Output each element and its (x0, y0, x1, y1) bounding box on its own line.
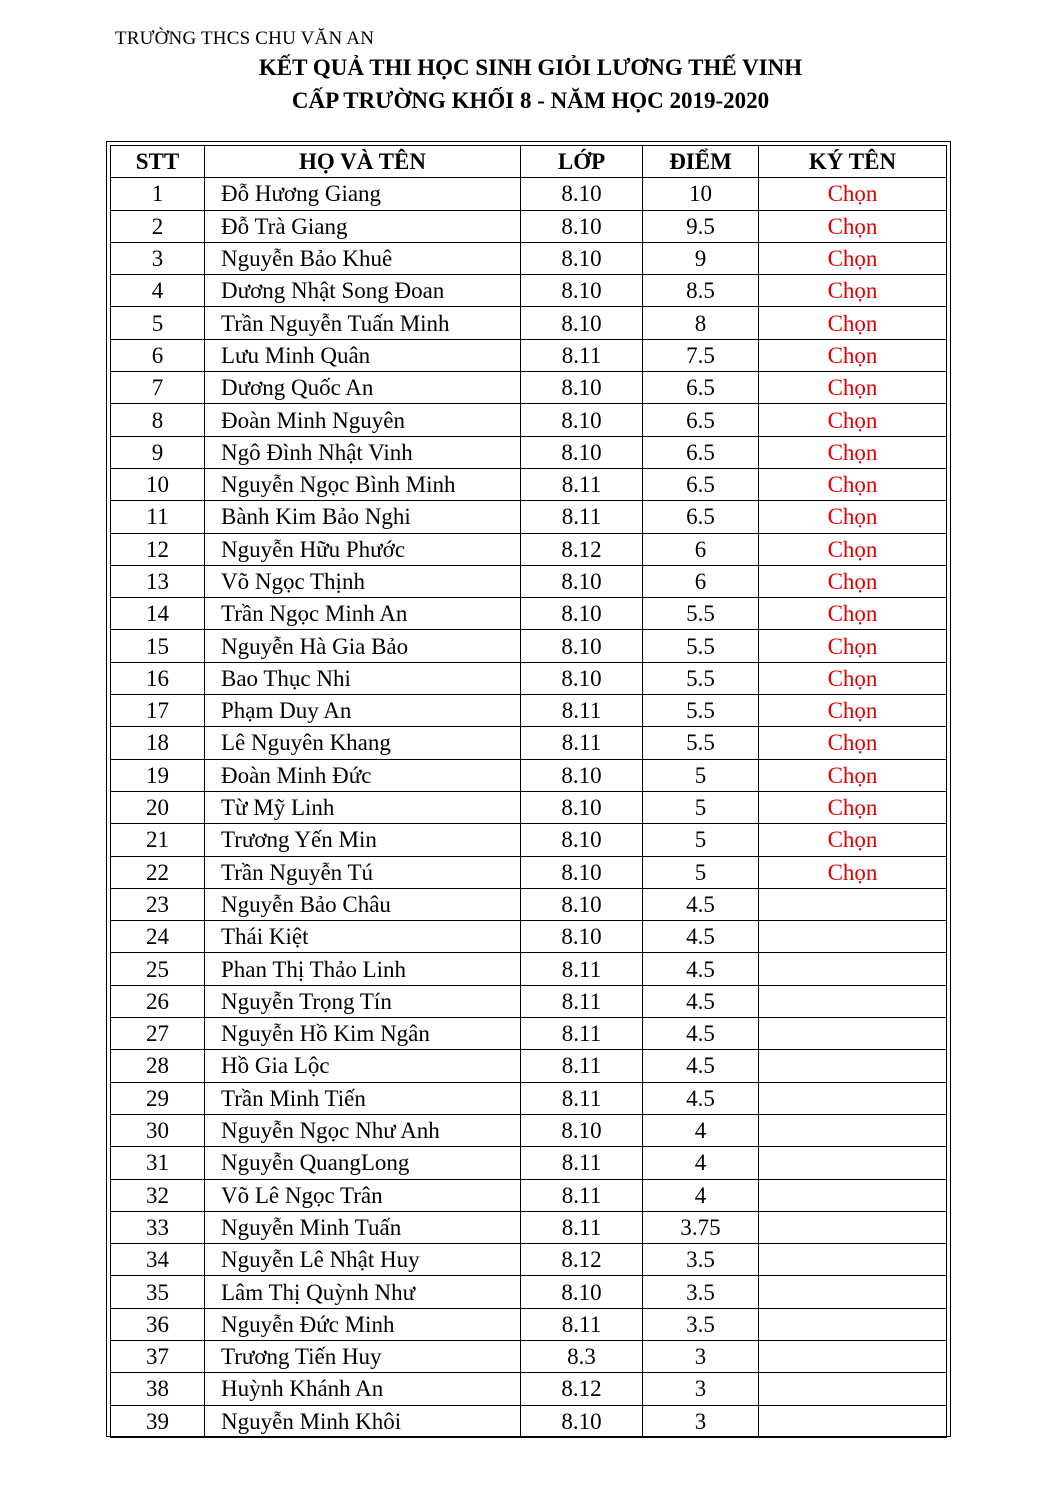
column-header-name: HỌ VÀ TÊN (205, 146, 521, 178)
student-class: 8.10 (521, 307, 643, 339)
student-score: 4 (643, 1114, 759, 1146)
student-score: 3 (643, 1340, 759, 1372)
student-class: 8.11 (521, 1179, 643, 1211)
student-class: 8.11 (521, 339, 643, 371)
selected-mark: Chọn (759, 533, 947, 565)
selected-mark (759, 953, 947, 985)
student-class: 8.10 (521, 1405, 643, 1437)
student-name: Dương Nhật Song Đoan (205, 275, 521, 307)
student-class: 8.10 (521, 888, 643, 920)
row-stt: 3 (111, 242, 205, 274)
student-score: 4.5 (643, 985, 759, 1017)
student-class: 8.11 (521, 501, 643, 533)
row-stt: 2 (111, 210, 205, 242)
student-name: Nguyễn Trọng Tín (205, 985, 521, 1017)
school-name: TRƯỜNG THCS CHU VĂN AN (115, 28, 375, 49)
table-row (111, 791, 947, 823)
student-score: 6.5 (643, 501, 759, 533)
student-name: Nguyễn Minh Khôi (205, 1405, 521, 1437)
student-score: 5.5 (643, 598, 759, 630)
student-score: 9.5 (643, 210, 759, 242)
row-stt: 10 (111, 468, 205, 500)
row-stt: 30 (111, 1114, 205, 1146)
table-row (111, 468, 947, 500)
selected-mark: Chọn (759, 856, 947, 888)
student-score: 9 (643, 242, 759, 274)
table-row (111, 1147, 947, 1179)
selected-mark: Chọn (759, 372, 947, 404)
student-name: Bao Thục Nhi (205, 662, 521, 694)
row-stt: 24 (111, 921, 205, 953)
row-stt: 20 (111, 791, 205, 823)
table-row (111, 1050, 947, 1082)
student-score: 6.5 (643, 404, 759, 436)
table-row (111, 921, 947, 953)
row-stt: 5 (111, 307, 205, 339)
student-name: Bành Kim Bảo Nghi (205, 501, 521, 533)
student-name: Trần Ngọc Minh An (205, 598, 521, 630)
student-class: 8.10 (521, 210, 643, 242)
student-class: 8.10 (521, 242, 643, 274)
student-class: 8.10 (521, 1276, 643, 1308)
table-row (111, 1082, 947, 1114)
student-score: 5.5 (643, 727, 759, 759)
student-class: 8.12 (521, 1244, 643, 1276)
student-name: Trần Minh Tiến (205, 1082, 521, 1114)
student-name: Huỳnh Khánh An (205, 1373, 521, 1405)
student-class: 8.11 (521, 1050, 643, 1082)
student-score: 3.5 (643, 1244, 759, 1276)
row-stt: 17 (111, 695, 205, 727)
row-stt: 12 (111, 533, 205, 565)
selected-mark (759, 1405, 947, 1437)
column-header-signature: KÝ TÊN (759, 146, 947, 178)
selected-mark (759, 1147, 947, 1179)
student-score: 4.5 (643, 1050, 759, 1082)
row-stt: 15 (111, 630, 205, 662)
table-row (111, 1244, 947, 1276)
student-score: 6 (643, 533, 759, 565)
student-name: Nguyễn Đức Minh (205, 1308, 521, 1340)
row-stt: 1 (111, 178, 205, 210)
student-class: 8.10 (521, 372, 643, 404)
table-row (111, 1276, 947, 1308)
student-score: 3.5 (643, 1276, 759, 1308)
row-stt: 23 (111, 888, 205, 920)
student-class: 8.10 (521, 1114, 643, 1146)
selected-mark: Chọn (759, 759, 947, 791)
student-name: Đoàn Minh Đức (205, 759, 521, 791)
table-row (111, 533, 947, 565)
student-score: 4 (643, 1179, 759, 1211)
selected-mark (759, 1276, 947, 1308)
row-stt: 4 (111, 275, 205, 307)
row-stt: 34 (111, 1244, 205, 1276)
student-name: Nguyễn Bảo Châu (205, 888, 521, 920)
table-row (111, 275, 947, 307)
student-score: 6.5 (643, 436, 759, 468)
selected-mark (759, 1018, 947, 1050)
row-stt: 31 (111, 1147, 205, 1179)
selected-mark (759, 1373, 947, 1405)
table-row (111, 178, 947, 210)
row-stt: 25 (111, 953, 205, 985)
student-score: 6.5 (643, 372, 759, 404)
selected-mark: Chọn (759, 598, 947, 630)
selected-mark: Chọn (759, 242, 947, 274)
student-name: Nguyễn QuangLong (205, 1147, 521, 1179)
selected-mark: Chọn (759, 727, 947, 759)
selected-mark: Chọn (759, 404, 947, 436)
student-name: Trần Nguyễn Tú (205, 856, 521, 888)
student-name: Nguyễn Lê Nhật Huy (205, 1244, 521, 1276)
student-name: Đỗ Trà Giang (205, 210, 521, 242)
student-score: 10 (643, 178, 759, 210)
selected-mark: Chọn (759, 824, 947, 856)
student-name: Trần Nguyễn Tuấn Minh (205, 307, 521, 339)
student-name: Từ Mỹ Linh (205, 791, 521, 823)
results-table-frame (106, 141, 951, 1437)
student-name: Hồ Gia Lộc (205, 1050, 521, 1082)
row-stt: 14 (111, 598, 205, 630)
row-stt: 28 (111, 1050, 205, 1082)
selected-mark (759, 1211, 947, 1243)
student-class: 8.10 (521, 921, 643, 953)
row-stt: 18 (111, 727, 205, 759)
row-stt: 27 (111, 1018, 205, 1050)
student-name: Võ Ngọc Thịnh (205, 565, 521, 597)
student-name: Nguyễn Hữu Phước (205, 533, 521, 565)
table-row (111, 210, 947, 242)
row-stt: 7 (111, 372, 205, 404)
student-score: 4.5 (643, 1082, 759, 1114)
row-stt: 36 (111, 1308, 205, 1340)
selected-mark (759, 1308, 947, 1340)
row-stt: 22 (111, 856, 205, 888)
student-class: 8.10 (521, 824, 643, 856)
student-score: 3.75 (643, 1211, 759, 1243)
student-name: Trương Yến Min (205, 824, 521, 856)
student-score: 5 (643, 759, 759, 791)
row-stt: 9 (111, 436, 205, 468)
row-stt: 29 (111, 1082, 205, 1114)
student-name: Trương Tiến Huy (205, 1340, 521, 1372)
student-name: Đoàn Minh Nguyên (205, 404, 521, 436)
student-name: Lâm Thị Quỳnh Như (205, 1276, 521, 1308)
selected-mark: Chọn (759, 791, 947, 823)
column-header-class: LỚP (521, 146, 643, 178)
row-stt: 37 (111, 1340, 205, 1372)
student-score: 3 (643, 1405, 759, 1437)
student-name: Đỗ Hương Giang (205, 178, 521, 210)
table-row (111, 759, 947, 791)
selected-mark (759, 1340, 947, 1372)
table-row (111, 856, 947, 888)
student-score: 5 (643, 856, 759, 888)
student-class: 8.10 (521, 759, 643, 791)
table-row (111, 404, 947, 436)
table-row (111, 1373, 947, 1405)
student-score: 5 (643, 824, 759, 856)
student-class: 8.12 (521, 533, 643, 565)
student-score: 5.5 (643, 630, 759, 662)
student-class: 8.10 (521, 856, 643, 888)
table-body (111, 178, 947, 1438)
student-name: Thái Kiệt (205, 921, 521, 953)
student-class: 8.11 (521, 1211, 643, 1243)
student-score: 8.5 (643, 275, 759, 307)
student-name: Nguyễn Ngọc Bình Minh (205, 468, 521, 500)
table-row (111, 339, 947, 371)
table-row (111, 1018, 947, 1050)
table-row (111, 1340, 947, 1372)
student-class: 8.11 (521, 953, 643, 985)
table-row (111, 727, 947, 759)
selected-mark (759, 985, 947, 1017)
table-row (111, 1114, 947, 1146)
student-class: 8.11 (521, 1082, 643, 1114)
table-row (111, 307, 947, 339)
table-row (111, 598, 947, 630)
student-class: 8.11 (521, 1147, 643, 1179)
student-score: 8 (643, 307, 759, 339)
student-score: 4.5 (643, 921, 759, 953)
student-class: 8.11 (521, 985, 643, 1017)
row-stt: 38 (111, 1373, 205, 1405)
student-class: 8.10 (521, 275, 643, 307)
document-subtitle: CẤP TRƯỜNG KHỐI 8 - NĂM HỌC 2019-2020 (291, 88, 770, 113)
table-row (111, 1405, 947, 1437)
table-row (111, 1308, 947, 1340)
student-name: Nguyễn Hà Gia Bảo (205, 630, 521, 662)
student-class: 8.10 (521, 662, 643, 694)
table-row (111, 372, 947, 404)
student-score: 5.5 (643, 662, 759, 694)
selected-mark (759, 1179, 947, 1211)
selected-mark (759, 1114, 947, 1146)
column-header-score: ĐIỂM (643, 146, 759, 178)
row-stt: 32 (111, 1179, 205, 1211)
student-name: Nguyễn Minh Tuấn (205, 1211, 521, 1243)
row-stt: 11 (111, 501, 205, 533)
student-score: 5 (643, 791, 759, 823)
student-name: Lưu Minh Quân (205, 339, 521, 371)
student-name: Phạm Duy An (205, 695, 521, 727)
student-class: 8.10 (521, 404, 643, 436)
row-stt: 13 (111, 565, 205, 597)
table-row (111, 888, 947, 920)
selected-mark (759, 888, 947, 920)
selected-mark: Chọn (759, 468, 947, 500)
student-name: Dương Quốc An (205, 372, 521, 404)
selected-mark (759, 1050, 947, 1082)
row-stt: 33 (111, 1211, 205, 1243)
student-name: Nguyễn Bảo Khuê (205, 242, 521, 274)
selected-mark: Chọn (759, 339, 947, 371)
table-row (111, 1179, 947, 1211)
student-name: Nguyễn Ngọc Như Anh (205, 1114, 521, 1146)
student-class: 8.10 (521, 598, 643, 630)
selected-mark (759, 1082, 947, 1114)
student-name: Lê Nguyên Khang (205, 727, 521, 759)
selected-mark: Chọn (759, 630, 947, 662)
student-score: 3.5 (643, 1308, 759, 1340)
selected-mark: Chọn (759, 565, 947, 597)
document-title: KẾT QUẢ THI HỌC SINH GIỎI LƯƠNG THẾ VINH (258, 55, 803, 80)
selected-mark: Chọn (759, 662, 947, 694)
selected-mark: Chọn (759, 210, 947, 242)
student-class: 8.11 (521, 1308, 643, 1340)
selected-mark (759, 921, 947, 953)
table-row (111, 565, 947, 597)
student-class: 8.10 (521, 565, 643, 597)
results-table (110, 145, 947, 1438)
table-row (111, 501, 947, 533)
student-class: 8.10 (521, 630, 643, 662)
table-row (111, 630, 947, 662)
student-name: Võ Lê Ngọc Trân (205, 1179, 521, 1211)
selected-mark (759, 1244, 947, 1276)
row-stt: 19 (111, 759, 205, 791)
student-score: 4.5 (643, 953, 759, 985)
selected-mark: Chọn (759, 307, 947, 339)
selected-mark: Chọn (759, 178, 947, 210)
student-score: 5.5 (643, 695, 759, 727)
column-header-stt: STT (111, 146, 205, 178)
selected-mark: Chọn (759, 695, 947, 727)
student-class: 8.11 (521, 727, 643, 759)
table-row (111, 436, 947, 468)
row-stt: 8 (111, 404, 205, 436)
student-class: 8.11 (521, 695, 643, 727)
student-name: Nguyễn Hồ Kim Ngân (205, 1018, 521, 1050)
table-row (111, 1211, 947, 1243)
table-row (111, 242, 947, 274)
student-score: 4 (643, 1147, 759, 1179)
student-class: 8.10 (521, 178, 643, 210)
student-name: Phan Thị Thảo Linh (205, 953, 521, 985)
student-score: 4.5 (643, 888, 759, 920)
row-stt: 35 (111, 1276, 205, 1308)
student-class: 8.12 (521, 1373, 643, 1405)
table-row (111, 695, 947, 727)
table-row (111, 824, 947, 856)
student-class: 8.3 (521, 1340, 643, 1372)
row-stt: 26 (111, 985, 205, 1017)
student-class: 8.11 (521, 1018, 643, 1050)
row-stt: 21 (111, 824, 205, 856)
row-stt: 16 (111, 662, 205, 694)
student-name: Ngô Đình Nhật Vinh (205, 436, 521, 468)
student-class: 8.10 (521, 791, 643, 823)
student-score: 7.5 (643, 339, 759, 371)
selected-mark: Chọn (759, 275, 947, 307)
table-row (111, 985, 947, 1017)
student-score: 6.5 (643, 468, 759, 500)
row-stt: 39 (111, 1405, 205, 1437)
student-class: 8.10 (521, 436, 643, 468)
selected-mark: Chọn (759, 501, 947, 533)
table-header-row (111, 146, 947, 178)
selected-mark: Chọn (759, 436, 947, 468)
student-score: 4.5 (643, 1018, 759, 1050)
student-class: 8.11 (521, 468, 643, 500)
row-stt: 6 (111, 339, 205, 371)
student-score: 3 (643, 1373, 759, 1405)
table-row (111, 662, 947, 694)
table-row (111, 953, 947, 985)
student-score: 6 (643, 565, 759, 597)
